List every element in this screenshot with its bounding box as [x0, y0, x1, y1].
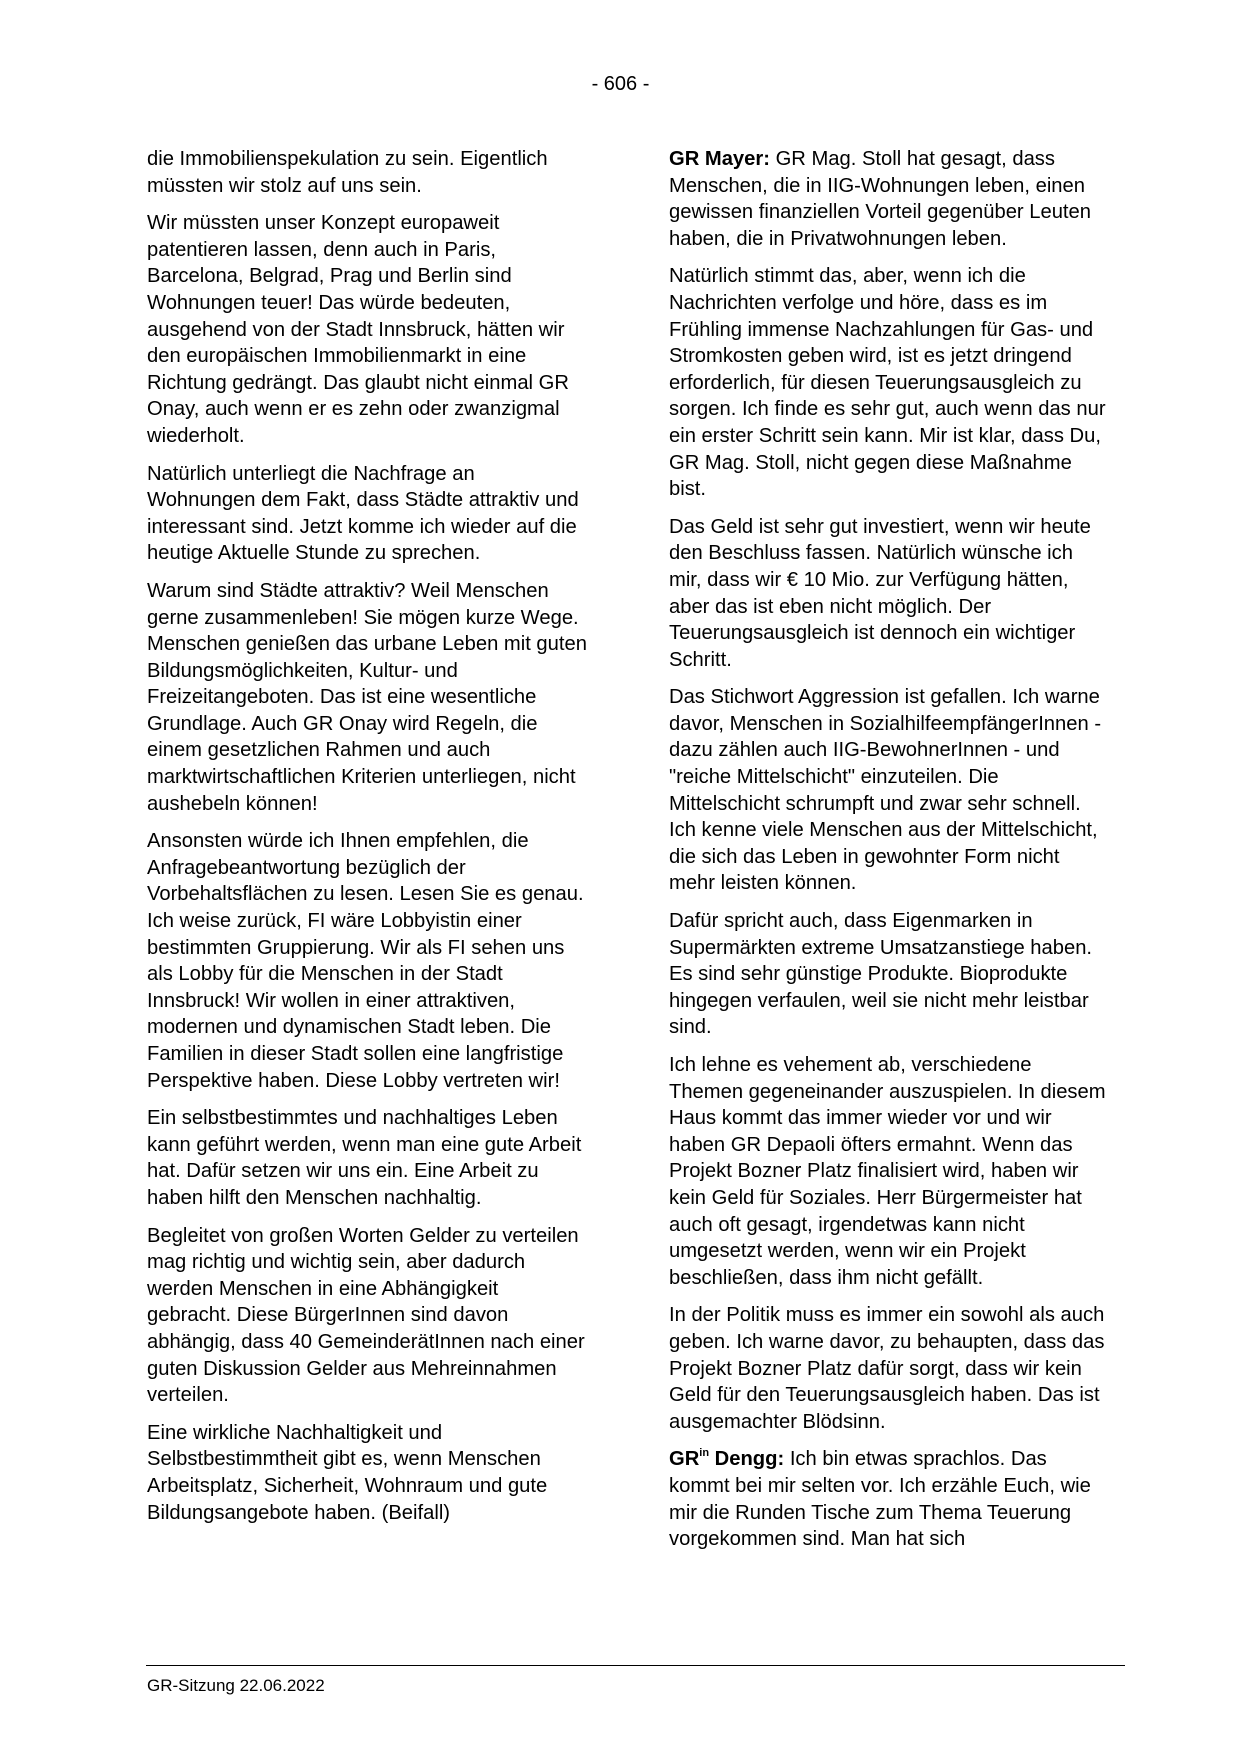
paragraph: Natürlich unterliegt die Nachfrage an Wohnungen dem Fakt, dass Städte attraktiv und interessant sind. Jetzt komme ich wieder auf die heutige Aktuelle Stunde zu sprechen.	[147, 462, 579, 565]
footer-session-date: GR-Sitzung 22.06.2022	[147, 1676, 325, 1695]
paragraph: Das Stichwort Aggression ist gefallen. Ich warne davor, Menschen in SozialhilfeempfängerInnen - dazu zählen auch IIG-BewohnerInnen - und "reiche Mittelschicht" einzuteilen. Die Mittelschicht schrumpft und zwar sehr schnell. Ich kenne viele Menschen aus der Mittelschicht, die sich das Leben in gewohnter Form nicht mehr leisten können.	[669, 686, 1102, 895]
left-column	[147, 146, 587, 1537]
paragraph: Dafür spricht auch, dass Eigenmarken in Supermärkten extreme Umsatzanstiege haben. Es sind sehr günstige Produkte. Bioprodukte hingegen verfaulen, weil sie nicht mehr leistbar sind.	[669, 910, 1093, 1039]
paragraph: Begleitet von großen Worten Gelder zu verteilen mag richtig und wichtig sein, aber dadurch werden Menschen in eine Abhängigkeit gebracht. Diese BürgerInnen sind davon abhängig, dass 40 GemeinderätInnen nach einer guten Diskussion Gelder aus Mehreinnahmen verteilen.	[147, 1224, 585, 1407]
speech-text: Ich bin etwas sprachlos. Das kommt bei mir selten vor. Ich erzähle Euch, wie mir die Runden Tische zum Thema Teuerung vorgekommen sind. Man hat sich	[669, 1448, 1091, 1551]
page-number: - 606 -	[591, 73, 650, 95]
paragraph: Natürlich stimmt das, aber, wenn ich die Nachrichten verfolge und höre, dass es im Frühling immense Nachzahlungen für Gas- und Stromkosten geben wird, ist es jetzt dringend erforderlich, für diesen Teuerungsausgleich zu sorgen. Ich finde es sehr gut, auch wenn das nur ein erster Schritt sein kann. Mir ist klar, dass Du, GR Mag. Stoll, nicht gegen diese Maßnahme bist.	[669, 265, 1106, 501]
paragraph: Eine wirkliche Nachhaltigkeit und Selbstbestimmtheit gibt es, wenn Menschen Arbeitsplatz, Sicherheit, Wohnraum und gute Bildungsangebote haben. (Beifall)	[147, 1421, 548, 1524]
paragraph: In der Politik muss es immer ein sowohl als auch geben. Ich warne davor, zu behaupten, dass das Projekt Bozner Platz dafür sorgt, dass wir kein Geld für den Teuerungsausgleich haben. Das ist ausgemachter Blödsinn.	[669, 1304, 1105, 1433]
speaker-superscript: in	[699, 1446, 710, 1459]
footer-divider	[146, 1665, 1125, 1666]
speech-mayer	[669, 146, 1109, 252]
paragraph: Warum sind Städte attraktiv? Weil Menschen gerne zusammenleben! Sie mögen kurze Wege. Menschen genießen das urbane Leben mit guten Bildungsmöglichkeiten, Kultur- und Freizeitangeboten. Das ist eine wesentliche Grundlage. Auch GR Onay wird Regeln, die einem gesetzlichen Rahmen und auch marktwirtschaftlichen Kriterien unterliegen, nicht aushebeln können!	[147, 579, 587, 815]
speech-dengg	[669, 1446, 1109, 1552]
paragraph: Ich lehne es vehement ab, verschiedene Themen gegeneinander auszuspielen. In diesem Haus kommt das immer wieder vor und wir haben GR Depaoli öfters ermahnt. Wenn das Projekt Bozner Platz finalisiert wird, haben wir kein Geld für Soziales. Herr Bürgermeister hat auch oft gesagt, irgendetwas kann nicht umgesetzt werden, wenn wir ein Projekt beschließen, dass ihm nicht gefällt.	[669, 1054, 1106, 1289]
paragraph: Ansonsten würde ich Ihnen empfehlen, die Anfragebeantwortung bezüglich der Vorbehaltsflächen zu lesen. Lesen Sie es genau. Ich weise zurück, FI wäre Lobbyistin einer bestimmten Gruppierung. Wir als FI sehen uns als Lobby für die Menschen in der Stadt Innsbruck! Wir wollen in einer attraktiven, modernen und dynamischen Stadt leben. Die Familien in dieser Stadt sollen eine langfristige Perspektive haben. Diese Lobby vertreten wir!	[147, 830, 584, 1092]
speaker-surname: Dengg:	[714, 1448, 785, 1471]
paragraph: Wir müssten unser Konzept europaweit patentieren lassen, denn auch in Paris, Barcelona, Belgrad, Prag und Berlin sind Wohnungen teuer! Das würde bedeuten, ausgehend von der Stadt Innsbruck, hätten wir den europäischen Immobilienmarkt in eine Richtung gedrängt. Das glaubt nicht einmal GR Onay, auch wenn er es zehn oder zwanzigmal wiederholt.	[147, 212, 569, 447]
speech-text: GR Mag. Stoll hat gesagt, dass Menschen, die in IIG-Wohnungen leben, einen gewissen finanziellen Vorteil gegenüber Leuten haben, die in Privatwohnungen leben.	[669, 148, 1091, 250]
paragraph: die Immobilienspekulation zu sein. Eigentlich müssten wir stolz auf uns sein.	[147, 148, 548, 197]
paragraph: Das Geld ist sehr gut investiert, wenn wir heute den Beschluss fassen. Natürlich wünsche ich mir, dass wir € 10 Mio. zur Verfügung hätten, aber das ist eben nicht möglich. Der Teuerungsausgleich ist dennoch ein wichtiger Schritt.	[669, 515, 1091, 671]
speaker-name	[669, 1448, 784, 1470]
speaker-name: GR Mayer:	[669, 148, 770, 170]
paragraph: Ein selbstbestimmtes und nachhaltiges Leben kann geführt werden, wenn man eine gute Arbeit hat. Dafür setzen wir uns ein. Eine Arbeit zu haben hilft den Menschen nachhaltig.	[147, 1107, 582, 1209]
right-column	[669, 146, 1109, 1564]
speaker-prefix: GR	[669, 1448, 700, 1471]
